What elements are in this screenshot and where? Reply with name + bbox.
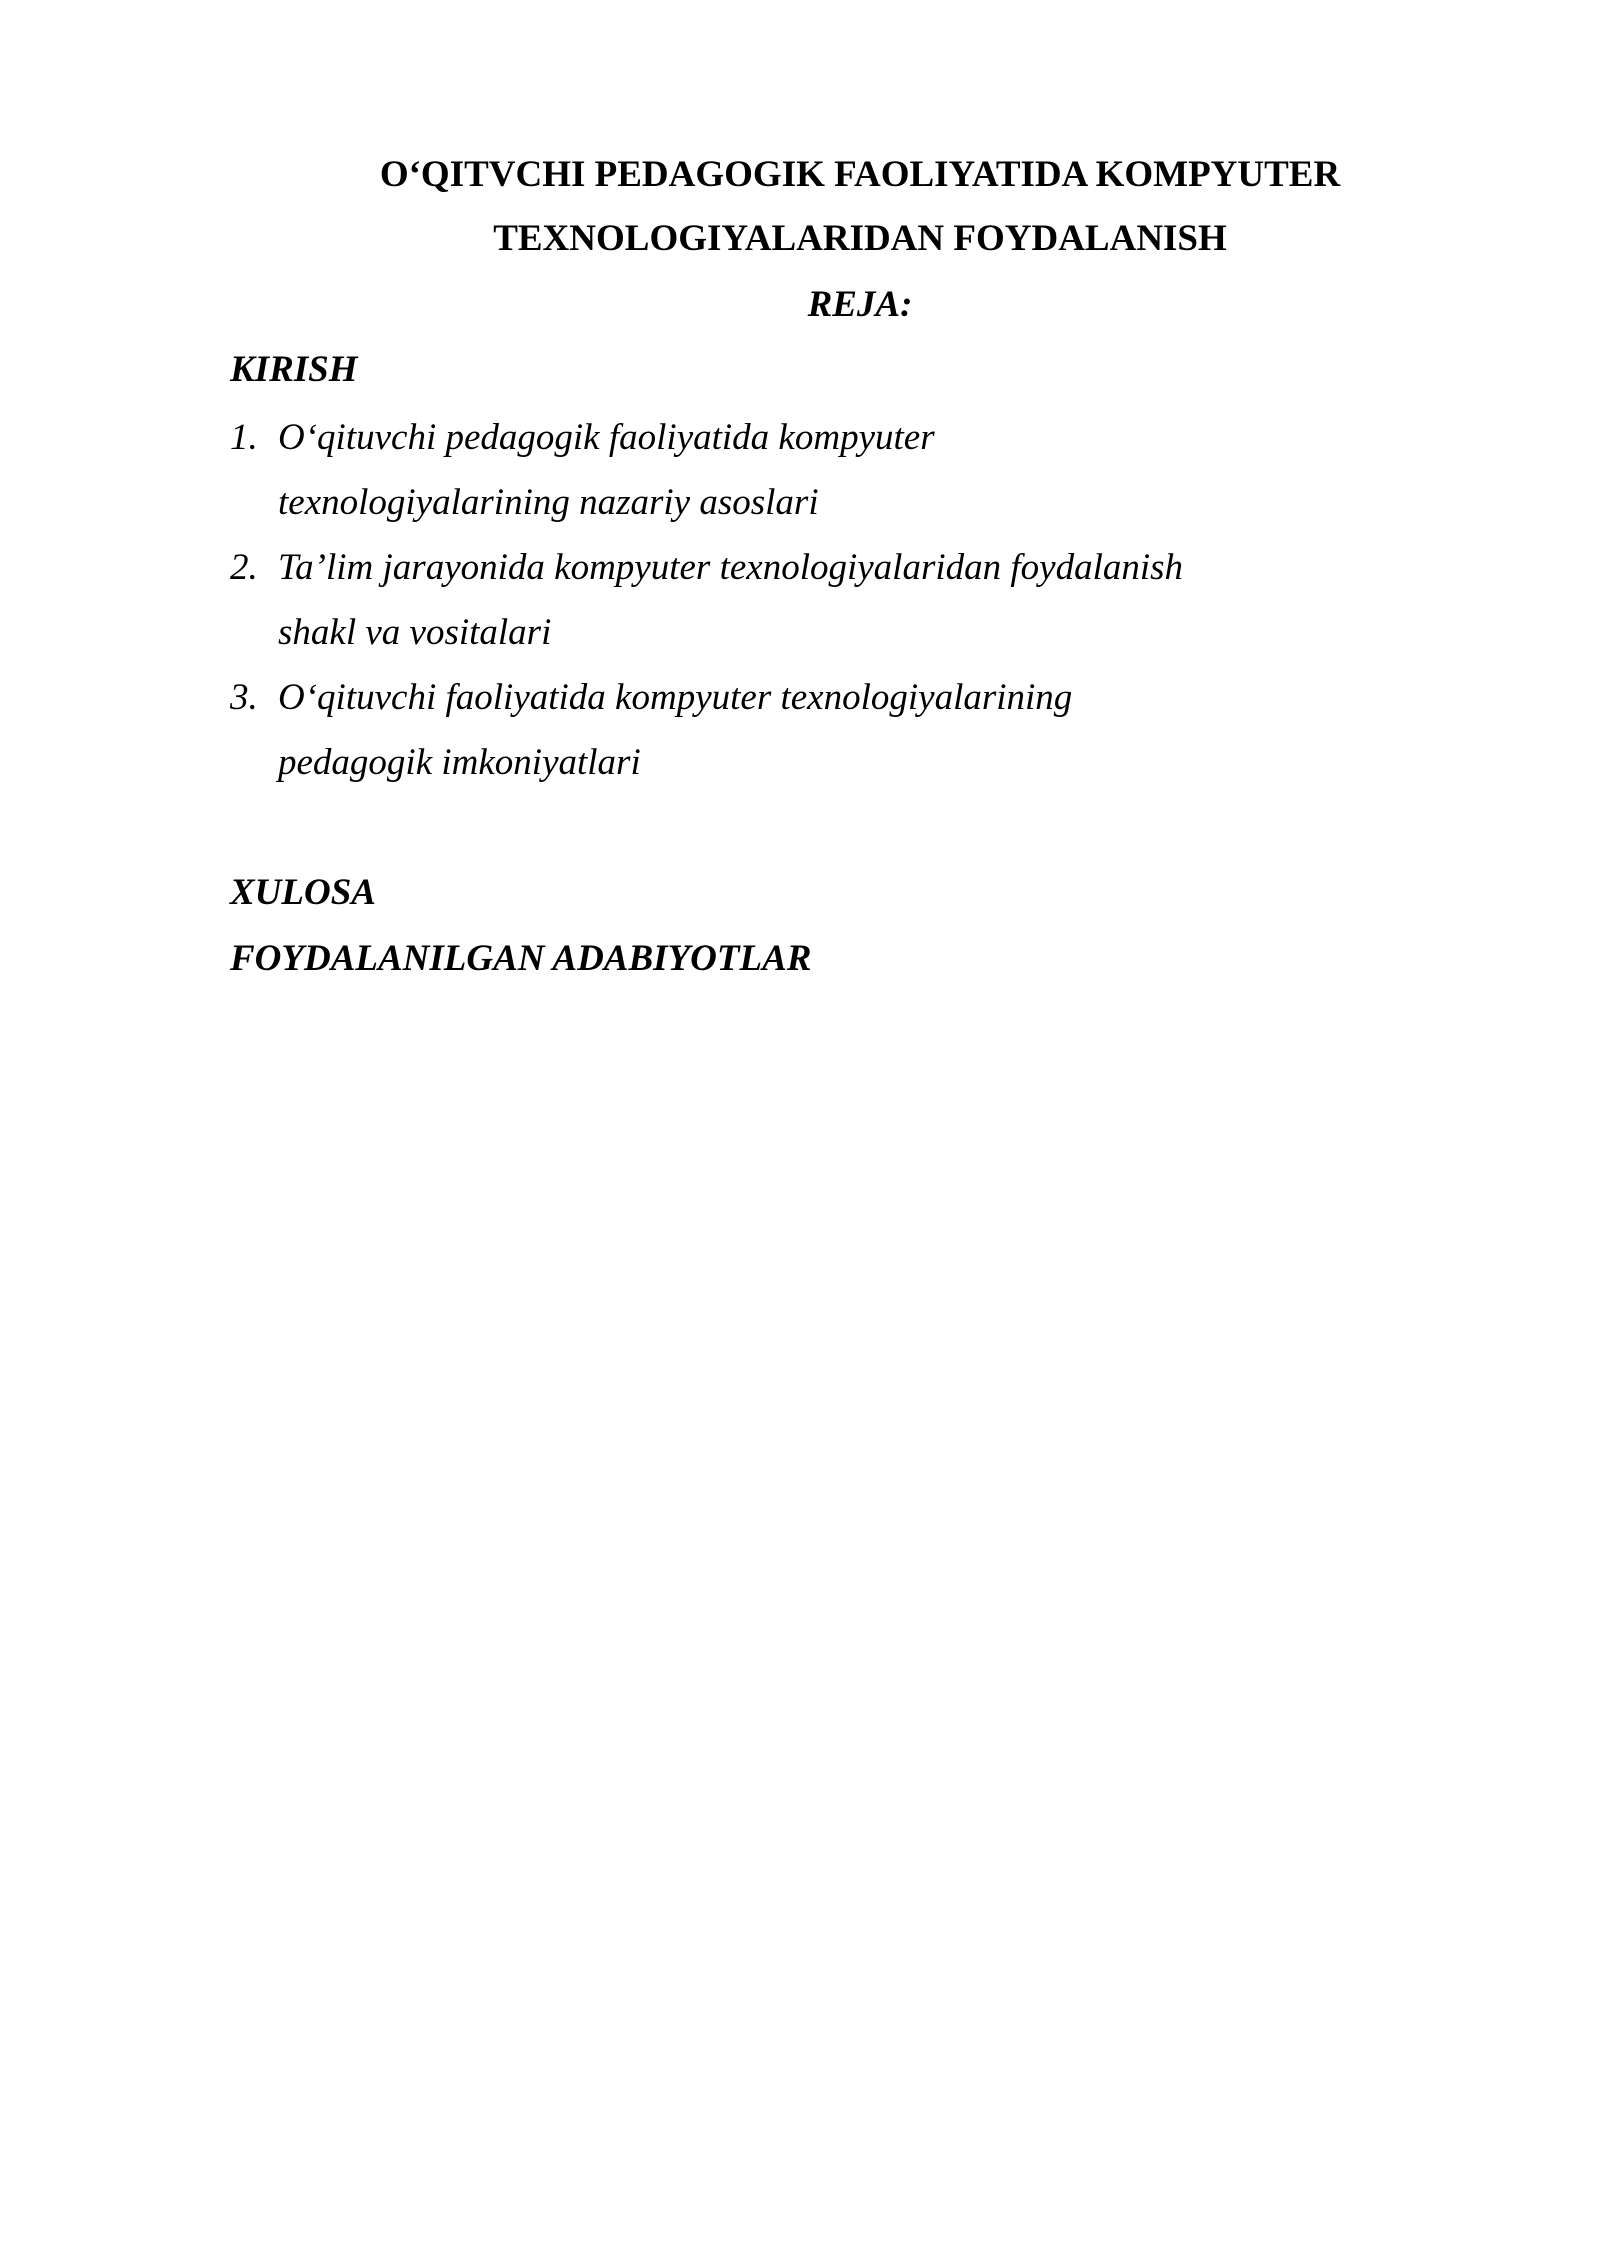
document-title-line-1: O‘QITVCHI PEDAGOGIK FAOLIYATIDA KOMPYUTER (379, 154, 1341, 195)
intro-heading: KIRISH (230, 349, 358, 390)
conclusion-heading: XULOSA (230, 872, 376, 913)
plan-item-number: 1. (230, 417, 258, 458)
plan-item-line: Ta’lim jarayonida kompyuter texnologiyalaridan foydalanish (278, 547, 1184, 588)
plan-item-text (278, 535, 1378, 665)
references-heading: FOYDALANILGAN ADABIYOTLAR (230, 938, 812, 979)
plan-item-number: 3. (230, 677, 258, 718)
plan-item-line: shakl va vositalari (278, 612, 552, 653)
plan-heading: REJA: (807, 284, 913, 325)
plan-item-line: pedagogik imkoniyatlari (278, 742, 641, 783)
plan-item-line: O‘qituvchi pedagogik faoliyatida kompyuter (278, 417, 935, 458)
plan-item-text (278, 665, 1378, 795)
document-title-line-2: TEXNOLOGIYALARIDAN FOYDALANISH (493, 218, 1227, 259)
plan-item-number: 2. (230, 547, 258, 588)
plan-item-text (278, 405, 1378, 535)
plan-item-line: O‘qituvchi faoliyatida kompyuter texnologiyalarining (278, 677, 1073, 718)
plan-item-line: texnologiyalarining nazariy asoslari (278, 482, 819, 523)
